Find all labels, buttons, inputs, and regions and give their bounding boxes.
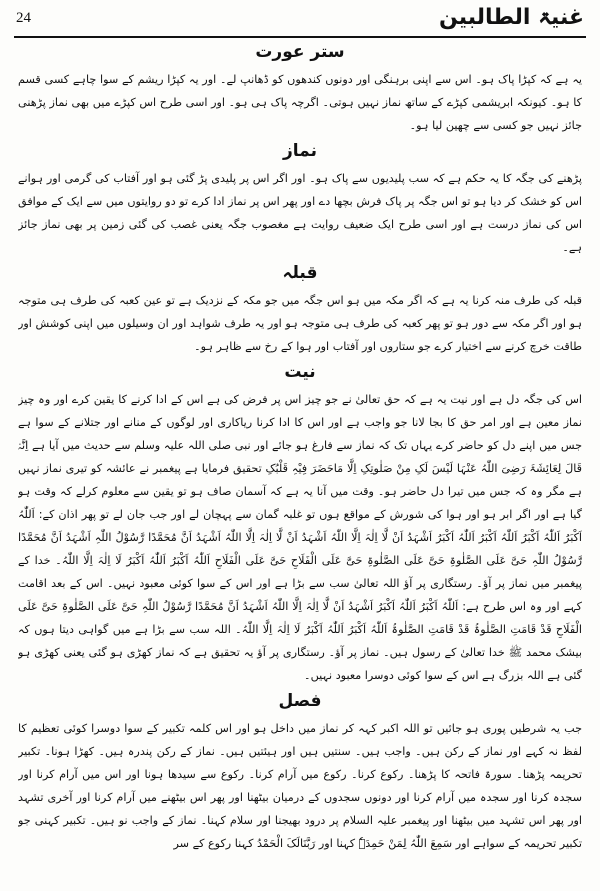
section-heading: فصل bbox=[278, 691, 322, 711]
section-paragraph: جب یہ شرطیں پوری ہو جائیں تو اللہ اکبر کہہ کر نماز میں داخل ہو اور اس کلمہ تکبیر کے سوا دوسرا کوئی تعظیم کا لفظ نہ کہے اور نماز کے رکن ہیں۔ واجب ہیں۔ سنتیں ہیں اور ہیئتیں ہیں۔ نماز کے رکن پندرہ ہیں۔ کھڑا ہونا۔ تکبیر تحریمہ پڑھنا۔ سورۃ فاتحہ کا پڑھنا۔ رکوع کرنا۔ رکوع میں آرام کرنا۔ رکوع سے سیدھا ہونا اور اس میں آرام کرنا اور سجدہ کرنا اور سجدہ میں آرام کرنا اور دونوں سجدوں کے درمیان بیٹھنا اور پھر اس بیٹھنے میں آرام کرنا اور آخری تشہد اور پھر اس تشہد میں بیٹھنا اور پیغمبر علیہ السلام پر درود بھیجنا اور سلام کہنا۔ نماز کے واجب نو ہیں۔ تکبیر کہنی جو تکبیر تحریمہ کے سواہے اور سَمِعَ اللّٰہُ لِمَنْ حَمِدَہٗ کہنا اور رَبَّنَالَکَ الْحَمْدُ کہنا رکوع کے سر bbox=[18, 722, 582, 850]
section-fasl bbox=[18, 689, 582, 855]
section-namaz bbox=[18, 139, 582, 259]
section-heading: نماز bbox=[283, 141, 317, 161]
section-heading: نیت bbox=[284, 362, 316, 382]
section-paragraph: قبلہ کی طرف منہ کرنا یہ ہے کہ اگر مکہ میں ہو اس جگہ میں جو مکہ کے نزدیک ہے تو عین کعبہ کی طرف ہی متوجہ ہو اور اگر مکہ سے دور ہو تو پھر کعبہ کی طرف ہی متوجہ ہو اور یہ طرف شواہد اور ان وسیلوں میں اپنی کوشش اور طاقت خرچ کرنے سے اختیار کرے جو ستاروں اور آفتاب اور ہوا کے رخ سے ظاہر ہو۔ bbox=[18, 294, 582, 353]
section-paragraph: اس کی جگہ دل ہے اور نیت یہ ہے کہ حق تعالیٰ نے جو چیز اس پر فرض کی ہے اس کے ادا کرنے کا یقین کرے اور وہ چیز نماز معین ہے اور امر حق کا بجا لانا جو واجب ہے اور اس کا ادا کرنا ریاکاری اور لوگوں کے منانے اور جتلانے کے سوا ہے جس میں اپنے دل کو حاضر کرے یہاں تک کہ نماز سے فارغ ہو جائے اور نبی صلی اللہ علیہ وسلم سے حدیث میں آیا ہے اِنَّہٗ قَالَ لِعَائِشَۃَ رَضِیَ اللّٰہُ عَنْہَا لَیْسَ لَکِ مِنْ صَلٰوتِکِ اِلَّا مَاحَضَرَ فِیْہِ قَلْبُکِ تحقیق فرمایا ہے پیغمبر نے عائشہ کو تیری نماز نہیں ہے مگر وہ کہ جس میں تیرا دل حاضر ہو۔ وقت میں آنا یہ ہے کہ آسمان صاف ہو تو یقین سے معلوم کرلے کہ وقت ہو گیا ہے اور اگر ابر ہو اور ہوا کی شورش کے مواقع ہوں تو غلبہ گمان سے پہچان لے اور جب جان لے تو پھر اذان کے: اَللّٰہُ اَکْبَرُ اَللّٰہُ اَکْبَرُ اَللّٰہُ اَکْبَرُ اَللّٰہُ اَکْبَرُ اَشْہَدُ اَنْ لَّا اِلٰہَ اِلَّا اللّٰہُ اَشْہَدُ اَنْ لَّا اِلٰہَ اِلَّا اللّٰہُ اَشْہَدُ اَنَّ مُحَمَّدًا رَّسُوْلُ اللّٰہِ اَشْہَدُ اَنَّ مُحَمَّدًا رَّسُوْلُ اللّٰہِ حَیَّ عَلَی الصَّلٰوۃِ حَیَّ عَلَی الصَّلٰوۃِ حَیَّ عَلَی الْفَلَاحِ حَیَّ عَلَی الْفَلَاحِ اَللّٰہُ اَکْبَرُ اَللّٰہُ اَکْبَرُ لَا اِلٰہَ اِلَّا اللّٰہُ۔ خدا کے پیغمبر میں نماز پر آؤ۔ رستگاری پر آؤ اللہ تعالیٰ سب سے بڑا ہے اور اس کے سوا کوئی معبود نہیں۔ اس کے بعد اقامت کہے اور وہ اس طرح ہے: اَللّٰہُ اَکْبَرُ اَللّٰہُ اَکْبَرُ اَشْہَدُ اَنْ لَّا اِلٰہَ اِلَّا اللّٰہُ اَشْہَدُ اَنَّ مُحَمَّدًا رَّسُوْلُ اللّٰہِ حَیَّ عَلَی الصَّلٰوۃِ حَیَّ عَلَی الْفَلَاحِ قَدْ قَامَتِ الصَّلٰوۃُ قَدْ قَامَتِ الصَّلٰوۃُ اَللّٰہُ اَکْبَرُ اَللّٰہُ اَکْبَرُ لَا اِلٰہَ اِلَّا اللّٰہُ۔ اللہ سب سے بڑا ہے میں گواہی دیتا ہوں کہ بیشک محمد ﷺ خدا تعالیٰ کے رسول ہیں۔ نماز پر آؤ۔ رستگاری پر آؤ یہ تحقیق ہے کہ نماز کھڑی ہو گئی یعنی کھڑی ہو گئی ہے اللہ بزرگ ہے اس کے سوا کوئی دوسرا معبود نہیں۔ bbox=[18, 393, 582, 682]
section-heading: ستر عورت bbox=[255, 42, 345, 62]
page-content bbox=[18, 40, 582, 887]
book-title: غنیۃ الطالبین bbox=[438, 5, 584, 30]
page-header bbox=[14, 6, 586, 38]
section-qibla bbox=[18, 261, 582, 358]
section-niyyat bbox=[18, 360, 582, 687]
section-paragraph: یہ ہے کہ کپڑا پاک ہو۔ اس سے اپنی برہنگی اور دونوں کندھوں کو ڈھانپ لے۔ اور یہ کپڑا ریشم کے سوا چاہے کسی قسم کا ہو۔ کیونکہ ابریشمی کپڑے کے ساتھ نماز نہیں ہوتی۔ اگرچہ پاک ہی ہو۔ اور اسی طرح اس کپڑے میں بھی نماز پڑھنی جائز نہیں جو کسی سے چھین لیا ہو۔ bbox=[18, 73, 582, 132]
section-heading: قبلہ bbox=[282, 263, 318, 283]
section-paragraph: پڑھنے کی جگہ کا یہ حکم ہے کہ سب پلیدیوں سے پاک ہو۔ اور اگر اس پر پلیدی پڑ گئی ہو اور آفتاب کی گرمی اور ہوانے اس کو خشک کر دیا ہو تو اس جگہ پر پاک فرش بچھا دے اور پھر اس پر نماز ادا کرے تو دو روایتوں میں سے ایک کے موافق اس کی نماز درست ہے اور اسی طرح ایک ضعیف روایت ہے مغصوب جگہ یعنی غصب کی گئی زمین پر بھی نماز جائز ہے۔ bbox=[18, 172, 582, 254]
section-satr-e-aurat bbox=[18, 40, 582, 137]
page-number: 24 bbox=[16, 10, 31, 26]
